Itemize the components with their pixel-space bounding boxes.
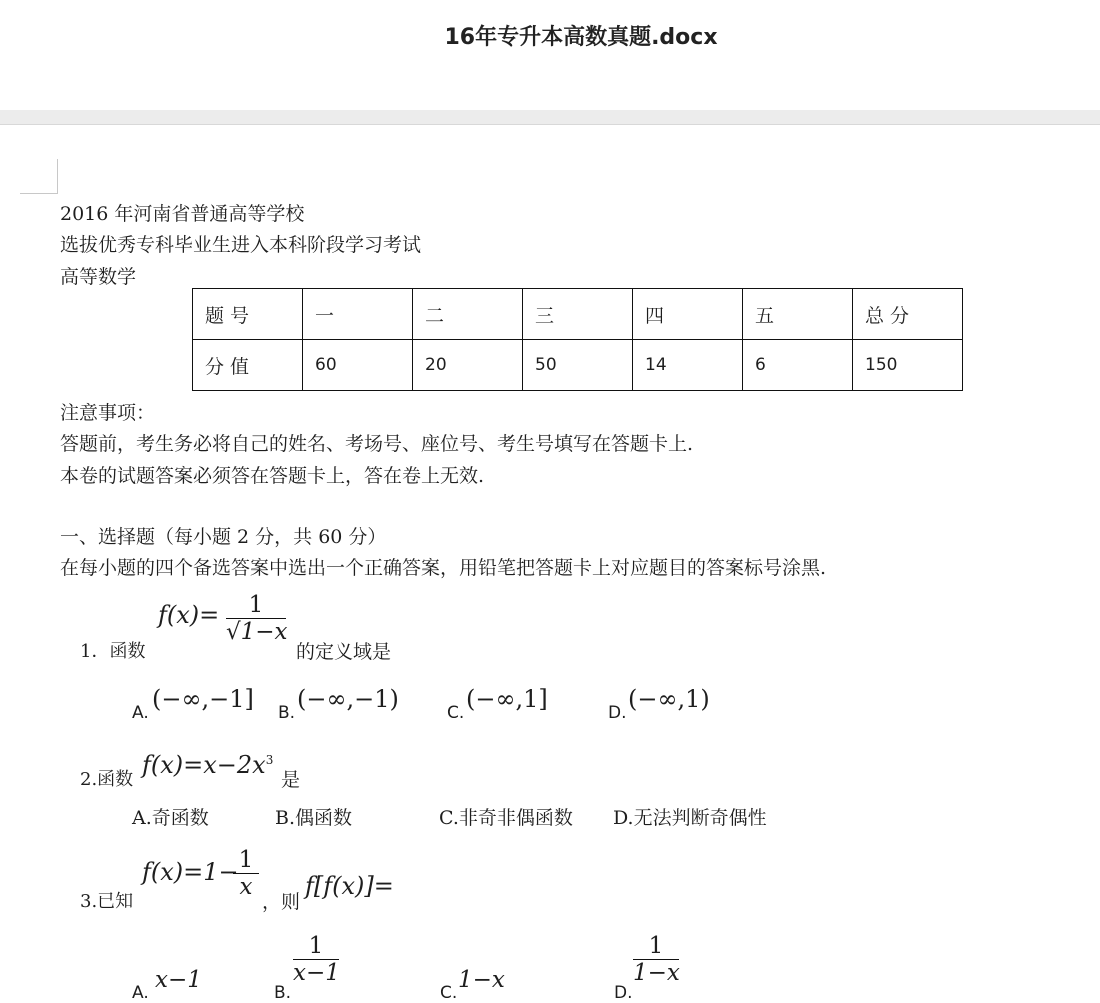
q1-option-expr: (−∞,1) <box>628 685 710 713</box>
q3-option-label[interactable]: D. <box>614 983 633 1003</box>
q3-option-numerator: 1 <box>648 933 664 959</box>
q1-fraction <box>226 592 286 645</box>
q3-option-label[interactable]: B. <box>274 983 292 1003</box>
q3-composition: f[f(x)]= <box>305 872 394 900</box>
q1-suffix: 的定义域是 <box>296 641 392 663</box>
table-cell: 题 号 <box>193 289 303 340</box>
notes-item: 本卷的试题答案必须答在答题卡上，答在卷上无效. <box>60 465 485 487</box>
q2-expression-body: f(x)=x−2x <box>142 751 266 779</box>
document-title: 16年专升本高数真题.docx <box>444 25 718 50</box>
q2-option[interactable]: B.偶函数 <box>275 807 353 829</box>
q3-option-fraction <box>633 933 679 986</box>
q1-numerator: 1 <box>248 592 264 618</box>
q3-option-label[interactable]: A. <box>132 983 149 1003</box>
table-cell: 分 值 <box>193 340 303 391</box>
exam-name-line: 选拔优秀专科毕业生进入本科阶段学习考试 <box>60 234 422 256</box>
q2-suffix: 是 <box>281 769 301 791</box>
q3-option-label[interactable]: C. <box>440 983 458 1003</box>
table-row <box>193 289 963 340</box>
table-cell: 五 <box>743 289 853 340</box>
q2-exponent: 3 <box>265 753 274 767</box>
table-cell: 二 <box>413 289 523 340</box>
table-cell: 14 <box>633 340 743 391</box>
q3-connector: ，则 <box>262 891 301 913</box>
q1-option-expr: (−∞,1] <box>466 685 548 713</box>
q3-option-denominator: x−1 <box>293 960 340 986</box>
q2-prefix: 2.函数 <box>80 769 134 790</box>
q3-function-lhs: f(x)=1− <box>142 858 239 886</box>
q1-option-label[interactable]: B. <box>278 703 296 723</box>
table-cell: 150 <box>853 340 963 391</box>
table-row <box>193 340 963 391</box>
q3-option-expr: x−1 <box>155 967 202 993</box>
page-gutter <box>0 110 1100 125</box>
table-cell: 总 分 <box>853 289 963 340</box>
q1-option-label[interactable]: A. <box>132 703 149 723</box>
table-cell: 20 <box>413 340 523 391</box>
table-cell: 一 <box>303 289 413 340</box>
q3-prefix: 3.已知 <box>80 891 134 912</box>
q1-prefix: 1．函数 <box>80 641 146 662</box>
q2-expression <box>142 751 273 779</box>
table-cell: 四 <box>633 289 743 340</box>
q1-option-expr: (−∞,−1) <box>297 685 399 713</box>
document-page[interactable] <box>0 125 1100 1003</box>
q3-option-numerator: 1 <box>308 933 324 959</box>
table-cell: 6 <box>743 340 853 391</box>
q3-option-expr: 1−x <box>458 967 505 993</box>
q3-fraction <box>233 847 259 900</box>
score-table <box>192 288 963 391</box>
section-instruction: 在每小题的四个备选答案中选出一个正确答案，用铅笔把答题卡上对应题目的答案标号涂黑. <box>60 557 827 579</box>
subject-line: 高等数学 <box>60 266 137 288</box>
q1-function-lhs: f(x)= <box>158 601 220 629</box>
q2-option[interactable]: C.非奇非偶函数 <box>439 807 573 829</box>
notes-item: 答题前，考生务必将自己的姓名、考场号、座位号、考生号填写在答题卡上. <box>60 433 694 455</box>
q1-option-label[interactable]: D. <box>608 703 627 723</box>
q1-option-expr: (−∞,−1] <box>152 685 254 713</box>
title-bar <box>0 0 1100 110</box>
section-heading: 一、选择题（每小题 2 分，共 60 分） <box>60 526 387 548</box>
page-margin-corner-mark <box>20 159 58 194</box>
q1-denominator: √1−x <box>226 619 288 645</box>
table-cell: 60 <box>303 340 413 391</box>
q3-denominator: x <box>233 873 259 900</box>
table-cell: 50 <box>523 340 633 391</box>
q3-option-fraction <box>293 933 339 986</box>
table-cell: 三 <box>523 289 633 340</box>
q1-option-label[interactable]: C. <box>447 703 465 723</box>
q2-option[interactable]: A.奇函数 <box>132 807 209 829</box>
q3-numerator: 1 <box>238 847 254 873</box>
notes-heading: 注意事项： <box>60 402 156 424</box>
exam-year-line: 2016 年河南省普通高等学校 <box>60 203 305 225</box>
q2-option[interactable]: D.无法判断奇偶性 <box>613 807 767 829</box>
q3-option-denominator: 1−x <box>633 960 680 986</box>
